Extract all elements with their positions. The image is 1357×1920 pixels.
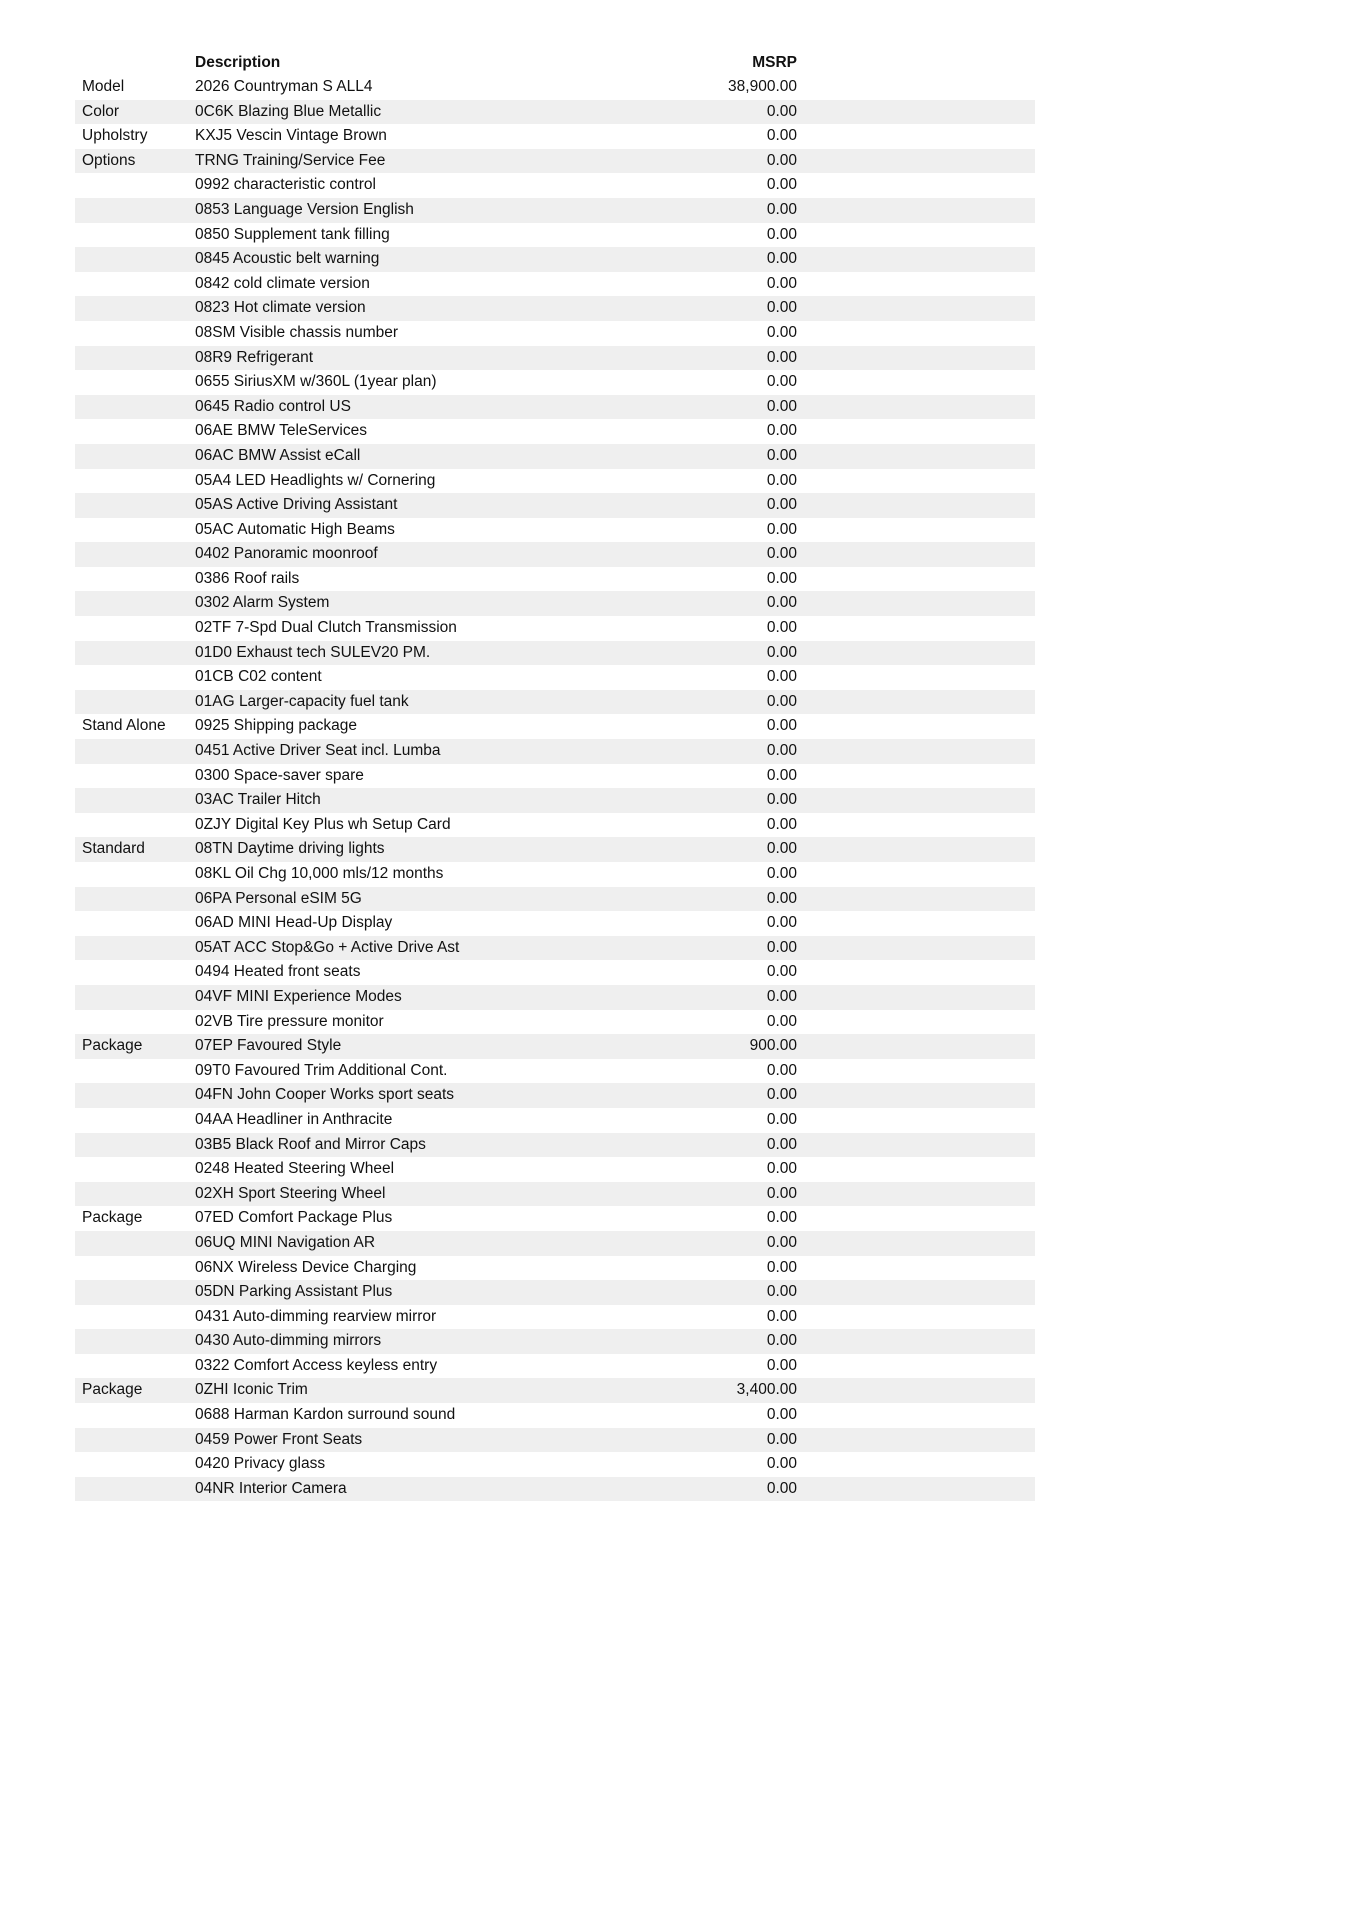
msrp-cell: 3,400.00: [736, 1381, 797, 1399]
description-cell: 0992 characteristic control: [195, 176, 376, 194]
row-filler: [797, 665, 1035, 690]
msrp-cell: 0.00: [766, 938, 797, 956]
category-cell: Color: [82, 102, 120, 120]
msrp-cell: 0.00: [766, 987, 797, 1005]
description-cell: 04VF MINI Experience Modes: [195, 987, 402, 1005]
category-cell: Options: [82, 151, 136, 169]
table-row: [75, 1354, 1035, 1379]
category-cell: Standard: [82, 840, 145, 858]
msrp-cell: 0.00: [766, 1455, 797, 1473]
category-cell: [75, 567, 195, 592]
table-row: [75, 296, 1035, 321]
category-cell: Package: [82, 1381, 143, 1399]
description-cell: 0ZJY Digital Key Plus wh Setup Card: [195, 815, 451, 833]
table-row: [75, 862, 1035, 887]
row-filler: [797, 788, 1035, 813]
description-cell: 0823 Hot climate version: [195, 299, 366, 317]
category-cell: [75, 591, 195, 616]
description-cell: 0302 Alarm System: [195, 594, 330, 612]
row-filler: [797, 1256, 1035, 1281]
category-cell: [75, 444, 195, 469]
category-cell: [75, 419, 195, 444]
row-filler: [797, 1305, 1035, 1330]
row-filler: [797, 1083, 1035, 1108]
description-cell: 08KL Oil Chg 10,000 mls/12 months: [195, 865, 444, 882]
description-cell: 0ZHI Iconic Trim: [195, 1381, 308, 1399]
description-cell: 0925 Shipping package: [195, 717, 358, 735]
msrp-cell: 0.00: [766, 766, 797, 784]
category-cell: [75, 936, 195, 961]
table-row: [75, 1477, 1035, 1502]
category-cell: [75, 887, 195, 912]
table-row: [75, 960, 1035, 985]
description-cell: 01CB C02 content: [195, 668, 322, 686]
table-row: [75, 641, 1035, 666]
category-cell: [75, 346, 195, 371]
msrp-cell: 0.00: [766, 889, 797, 907]
row-filler: [797, 1378, 1035, 1403]
description-cell: 0853 Language Version English: [195, 200, 414, 218]
description-cell: 06AC BMW Assist eCall: [195, 446, 361, 464]
table-row: [75, 1378, 1035, 1403]
row-filler: [797, 739, 1035, 764]
category-cell: [75, 247, 195, 272]
row-filler: [797, 862, 1035, 887]
msrp-cell: 0.00: [766, 1184, 797, 1202]
table-row: [75, 419, 1035, 444]
row-filler: [797, 764, 1035, 789]
table-row: [75, 1206, 1035, 1231]
row-filler: [797, 247, 1035, 272]
description-cell: TRNG Training/Service Fee: [195, 151, 386, 169]
table-row: [75, 1428, 1035, 1453]
table-row: [75, 444, 1035, 469]
msrp-cell: 0.00: [766, 1258, 797, 1276]
table-row: [75, 1305, 1035, 1330]
table-row: [75, 493, 1035, 518]
category-cell: [75, 1305, 195, 1330]
msrp-cell: 0.00: [766, 373, 797, 391]
msrp-cell: 0.00: [766, 1332, 797, 1350]
table-row: [75, 149, 1035, 174]
row-filler: [797, 1157, 1035, 1182]
description-cell: 0451 Active Driver Seat incl. Lumba: [195, 742, 441, 760]
msrp-cell: 0.00: [766, 422, 797, 440]
msrp-cell: 0.00: [766, 692, 797, 710]
table-row: [75, 1231, 1035, 1256]
category-cell: [75, 395, 195, 420]
row-filler: [797, 1034, 1035, 1059]
description-cell: 0430 Auto-dimming mirrors: [195, 1332, 382, 1350]
description-cell: 05AC Automatic High Beams: [195, 520, 395, 538]
table-row: [75, 1108, 1035, 1133]
category-cell: [75, 493, 195, 518]
category-cell: [75, 739, 195, 764]
category-cell: [75, 1403, 195, 1428]
row-filler: [797, 518, 1035, 543]
table-body: [75, 75, 1035, 1501]
category-cell: [75, 1354, 195, 1379]
row-filler: [797, 1428, 1035, 1453]
row-filler: [797, 1477, 1035, 1502]
row-filler: [797, 985, 1035, 1010]
row-filler: [797, 714, 1035, 739]
msrp-cell: 0.00: [766, 840, 797, 858]
table-row: [75, 690, 1035, 715]
msrp-cell: 0.00: [766, 102, 797, 120]
row-filler: [797, 1354, 1035, 1379]
table-row: [75, 985, 1035, 1010]
table-row: [75, 173, 1035, 198]
table-row: [75, 1403, 1035, 1428]
msrp-cell: 900.00: [749, 1037, 797, 1055]
msrp-cell: 0.00: [766, 200, 797, 218]
msrp-cell: 0.00: [766, 225, 797, 243]
table-row: [75, 1059, 1035, 1084]
msrp-cell: 0.00: [766, 1283, 797, 1301]
row-filler: [797, 1010, 1035, 1035]
row-filler: [797, 272, 1035, 297]
category-cell: [75, 813, 195, 838]
category-cell: [75, 788, 195, 813]
description-cell: 0300 Space-saver spare: [195, 766, 364, 784]
table-row: [75, 1452, 1035, 1477]
category-cell: Package: [82, 1209, 143, 1227]
row-filler: [797, 1059, 1035, 1084]
msrp-cell: 0.00: [766, 1086, 797, 1104]
pricing-table: [75, 50, 1035, 1501]
row-filler: [797, 813, 1035, 838]
category-cell: [75, 1083, 195, 1108]
description-cell: 03AC Trailer Hitch: [195, 791, 321, 809]
row-filler: [797, 469, 1035, 494]
table-row: [75, 1182, 1035, 1207]
msrp-cell: 0.00: [766, 668, 797, 686]
category-cell: [75, 272, 195, 297]
description-cell: 03B5 Black Roof and Mirror Caps: [195, 1135, 426, 1153]
description-cell: 06AE BMW TeleServices: [195, 422, 367, 440]
msrp-cell: 0.00: [766, 643, 797, 661]
description-cell: 05AS Active Driving Assistant: [195, 496, 398, 514]
category-cell: [75, 985, 195, 1010]
category-cell: [75, 690, 195, 715]
description-cell: 0688 Harman Kardon surround sound: [195, 1406, 456, 1424]
category-cell: [75, 1108, 195, 1133]
row-filler: [797, 936, 1035, 961]
row-filler: [797, 837, 1035, 862]
table-row: [75, 223, 1035, 248]
description-cell: 07EP Favoured Style: [195, 1037, 342, 1055]
category-cell: [75, 198, 195, 223]
table-row: [75, 936, 1035, 961]
msrp-cell: 0.00: [766, 1307, 797, 1325]
msrp-cell: 0.00: [766, 348, 797, 366]
msrp-cell: 0.00: [766, 1012, 797, 1030]
table-row: [75, 321, 1035, 346]
category-cell: [75, 960, 195, 985]
category-cell: [75, 1059, 195, 1084]
category-cell: [75, 911, 195, 936]
description-cell: 0655 SiriusXM w/360L (1year plan): [195, 373, 437, 391]
row-filler: [797, 149, 1035, 174]
description-cell: 05AT ACC Stop&Go + Active Drive Ast: [195, 938, 460, 956]
row-filler: [797, 616, 1035, 641]
msrp-cell: 0.00: [766, 569, 797, 587]
table-row: [75, 124, 1035, 149]
category-cell: [75, 296, 195, 321]
description-cell: 0850 Supplement tank filling: [195, 225, 390, 243]
category-cell: [75, 173, 195, 198]
row-filler: [797, 321, 1035, 346]
row-filler: [797, 887, 1035, 912]
row-filler: [797, 419, 1035, 444]
header-category: [75, 50, 195, 75]
msrp-cell: 0.00: [766, 1160, 797, 1178]
category-cell: [75, 1256, 195, 1281]
description-cell: 0494 Heated front seats: [195, 963, 361, 981]
description-cell: 08TN Daytime driving lights: [195, 840, 385, 858]
row-filler: [797, 542, 1035, 567]
row-filler: [797, 1280, 1035, 1305]
category-cell: [75, 518, 195, 543]
description-cell: 04FN John Cooper Works sport seats: [195, 1086, 455, 1104]
description-cell: 0C6K Blazing Blue Metallic: [195, 102, 382, 120]
description-cell: 05DN Parking Assistant Plus: [195, 1283, 393, 1301]
description-cell: 0248 Heated Steering Wheel: [195, 1160, 395, 1178]
table-row: [75, 1034, 1035, 1059]
description-cell: 0386 Roof rails: [195, 569, 300, 587]
category-cell: Upholstry: [82, 127, 148, 145]
category-cell: [75, 862, 195, 887]
description-cell: 01D0 Exhaust tech SULEV20 PM.: [195, 643, 431, 661]
msrp-cell: 0.00: [766, 1479, 797, 1497]
description-cell: KXJ5 Vescin Vintage Brown: [195, 127, 387, 145]
table-row: [75, 75, 1035, 100]
description-cell: 0645 Radio control US: [195, 397, 351, 415]
category-cell: [75, 1329, 195, 1354]
row-filler: [797, 395, 1035, 420]
msrp-cell: 0.00: [766, 717, 797, 735]
category-cell: Model: [82, 78, 125, 95]
msrp-cell: 0.00: [766, 791, 797, 809]
msrp-cell: 0.00: [766, 619, 797, 637]
row-filler: [797, 173, 1035, 198]
table-row: [75, 395, 1035, 420]
category-cell: [75, 1157, 195, 1182]
row-filler: [797, 911, 1035, 936]
description-cell: 08SM Visible chassis number: [195, 323, 399, 341]
table-row: [75, 1133, 1035, 1158]
msrp-cell: 0.00: [766, 865, 797, 882]
table-row: [75, 100, 1035, 125]
description-cell: 02VB Tire pressure monitor: [195, 1012, 384, 1030]
description-cell: 2026 Countryman S ALL4: [195, 78, 373, 95]
category-cell: [75, 321, 195, 346]
msrp-cell: 0.00: [766, 127, 797, 145]
table-row: [75, 813, 1035, 838]
category-cell: [75, 469, 195, 494]
row-filler: [797, 1231, 1035, 1256]
category-cell: [75, 641, 195, 666]
table-row: [75, 1256, 1035, 1281]
row-filler: [797, 641, 1035, 666]
table-row: [75, 272, 1035, 297]
row-filler: [797, 1206, 1035, 1231]
description-cell: 0322 Comfort Access keyless entry: [195, 1356, 438, 1374]
category-cell: [75, 1133, 195, 1158]
table-row: [75, 887, 1035, 912]
table-row: [75, 198, 1035, 223]
header-msrp: MSRP: [752, 54, 797, 71]
msrp-cell: 0.00: [766, 545, 797, 563]
table-row: [75, 518, 1035, 543]
category-cell: Package: [82, 1037, 143, 1055]
msrp-cell: 0.00: [766, 963, 797, 981]
row-filler: [797, 444, 1035, 469]
category-cell: [75, 1452, 195, 1477]
msrp-cell: 0.00: [766, 151, 797, 169]
msrp-cell: 0.00: [766, 1356, 797, 1374]
description-cell: 09T0 Favoured Trim Additional Cont.: [195, 1061, 448, 1079]
category-cell: [75, 223, 195, 248]
msrp-cell: 0.00: [766, 914, 797, 932]
category-cell: [75, 370, 195, 395]
table-row: [75, 1157, 1035, 1182]
header-description: Description: [195, 54, 281, 71]
msrp-cell: 0.00: [766, 299, 797, 317]
category-cell: [75, 665, 195, 690]
msrp-cell: 0.00: [766, 496, 797, 514]
description-cell: 07ED Comfort Package Plus: [195, 1209, 393, 1227]
msrp-cell: 0.00: [766, 1209, 797, 1227]
msrp-cell: 0.00: [766, 471, 797, 489]
row-filler: [797, 493, 1035, 518]
table-header-row: [75, 50, 1035, 75]
row-filler: [797, 1133, 1035, 1158]
msrp-cell: 0.00: [766, 323, 797, 341]
table-row: [75, 591, 1035, 616]
table-row: [75, 911, 1035, 936]
row-filler: [797, 223, 1035, 248]
table-row: [75, 714, 1035, 739]
msrp-cell: 0.00: [766, 176, 797, 194]
table-row: [75, 764, 1035, 789]
table-row: [75, 1329, 1035, 1354]
msrp-cell: 0.00: [766, 594, 797, 612]
row-filler: [797, 1452, 1035, 1477]
table-row: [75, 542, 1035, 567]
row-filler: [797, 1182, 1035, 1207]
row-filler: [797, 1329, 1035, 1354]
description-cell: 02TF 7-Spd Dual Clutch Transmission: [195, 619, 457, 637]
description-cell: 06AD MINI Head-Up Display: [195, 914, 393, 932]
category-cell: [75, 1280, 195, 1305]
row-filler: [797, 346, 1035, 371]
description-cell: 06UQ MINI Navigation AR: [195, 1233, 376, 1251]
header-filler: [797, 50, 1035, 75]
msrp-cell: 0.00: [766, 397, 797, 415]
table-row: [75, 837, 1035, 862]
row-filler: [797, 370, 1035, 395]
msrp-cell: 0.00: [766, 1430, 797, 1448]
msrp-cell: 0.00: [766, 446, 797, 464]
table-row: [75, 346, 1035, 371]
category-cell: [75, 542, 195, 567]
table-row: [75, 616, 1035, 641]
row-filler: [797, 100, 1035, 125]
table-row: [75, 1010, 1035, 1035]
category-cell: [75, 1182, 195, 1207]
description-cell: 0402 Panoramic moonroof: [195, 545, 378, 563]
category-cell: [75, 1010, 195, 1035]
description-cell: 0845 Acoustic belt warning: [195, 250, 380, 268]
row-filler: [797, 1403, 1035, 1428]
row-filler: [797, 1108, 1035, 1133]
description-cell: 0459 Power Front Seats: [195, 1430, 363, 1448]
row-filler: [797, 960, 1035, 985]
description-cell: 0842 cold climate version: [195, 274, 370, 292]
msrp-cell: 0.00: [766, 742, 797, 760]
row-filler: [797, 591, 1035, 616]
msrp-cell: 0.00: [766, 274, 797, 292]
description-cell: 02XH Sport Steering Wheel: [195, 1184, 386, 1202]
category-cell: [75, 1231, 195, 1256]
row-filler: [797, 690, 1035, 715]
table-row: [75, 739, 1035, 764]
msrp-cell: 0.00: [766, 1135, 797, 1153]
table-row: [75, 788, 1035, 813]
msrp-cell: 0.00: [766, 1233, 797, 1251]
table-row: [75, 665, 1035, 690]
table-row: [75, 1083, 1035, 1108]
msrp-cell: 0.00: [766, 250, 797, 268]
row-filler: [797, 75, 1035, 100]
table-row: [75, 469, 1035, 494]
msrp-cell: 0.00: [766, 815, 797, 833]
category-cell: [75, 616, 195, 641]
row-filler: [797, 198, 1035, 223]
msrp-cell: 0.00: [766, 1061, 797, 1079]
row-filler: [797, 296, 1035, 321]
description-cell: 06PA Personal eSIM 5G: [195, 889, 362, 907]
row-filler: [797, 567, 1035, 592]
category-cell: [75, 1428, 195, 1453]
table-row: [75, 567, 1035, 592]
category-cell: [75, 764, 195, 789]
table-row: [75, 370, 1035, 395]
table-row: [75, 1280, 1035, 1305]
description-cell: 0431 Auto-dimming rearview mirror: [195, 1307, 437, 1325]
description-cell: 01AG Larger-capacity fuel tank: [195, 692, 409, 710]
msrp-cell: 0.00: [766, 1110, 797, 1128]
description-cell: 0420 Privacy glass: [195, 1455, 326, 1473]
description-cell: 05A4 LED Headlights w/ Cornering: [195, 471, 436, 489]
table-row: [75, 247, 1035, 272]
description-cell: 06NX Wireless Device Charging: [195, 1258, 417, 1276]
msrp-cell: 0.00: [766, 520, 797, 538]
msrp-cell: 0.00: [766, 1406, 797, 1424]
category-cell: Stand Alone: [82, 717, 166, 735]
msrp-cell: 38,900.00: [728, 78, 797, 95]
row-filler: [797, 124, 1035, 149]
description-cell: 04AA Headliner in Anthracite: [195, 1110, 393, 1128]
description-cell: 04NR Interior Camera: [195, 1479, 347, 1497]
description-cell: 08R9 Refrigerant: [195, 348, 314, 366]
category-cell: [75, 1477, 195, 1502]
